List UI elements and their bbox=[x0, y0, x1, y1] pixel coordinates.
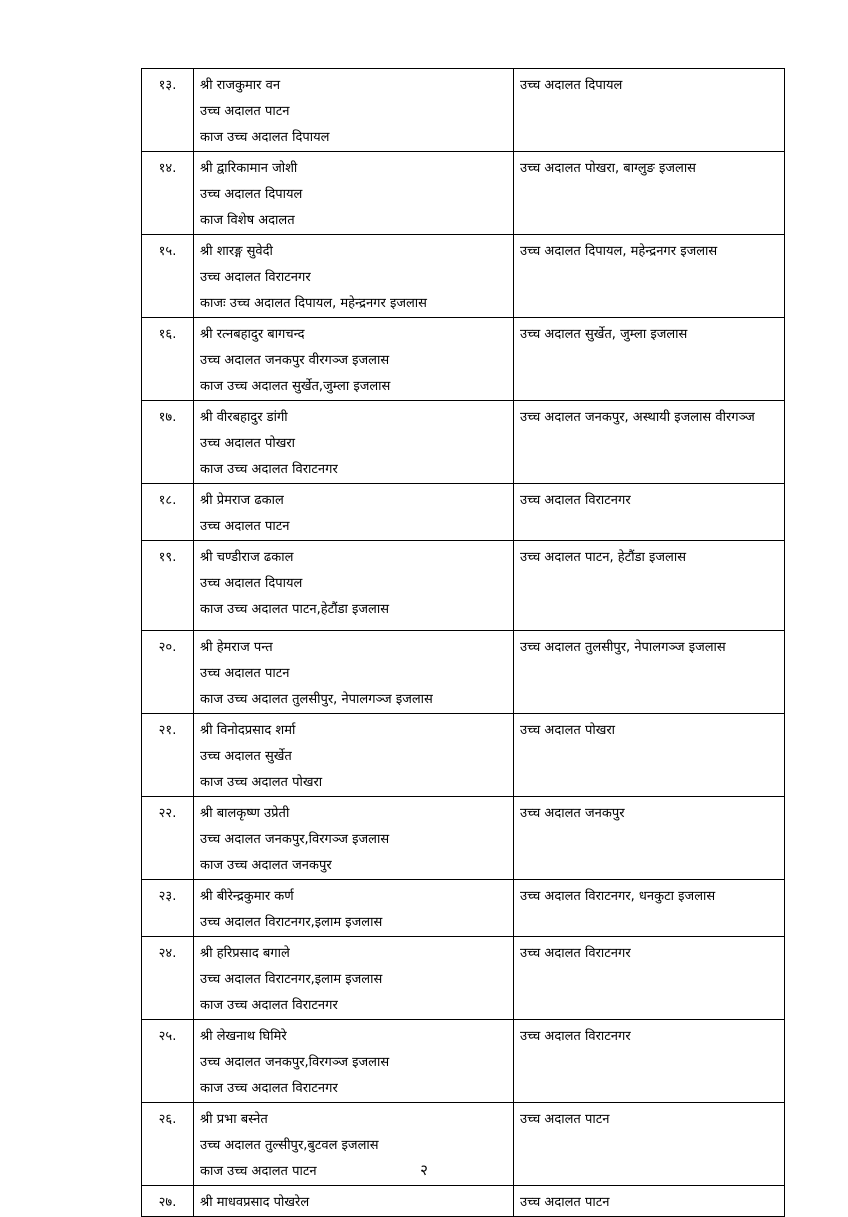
court-line: काज उच्च अदालत सुर्खेत,जुम्ला इजलास bbox=[200, 379, 391, 394]
name-cell bbox=[194, 631, 514, 714]
name-cell bbox=[194, 318, 514, 401]
table-row bbox=[142, 541, 785, 631]
name-cell bbox=[194, 714, 514, 797]
destination-text: उच्च अदालत विराटनगर bbox=[520, 946, 631, 961]
destination-cell bbox=[514, 318, 785, 401]
court-line: काज उच्च अदालत पाटन,हेटौंडा इजलास bbox=[200, 602, 390, 617]
court-line: उच्च अदालत तुल्सीपुर,बुटवल इजलास bbox=[200, 1138, 379, 1153]
serial-number-cell: २१. bbox=[142, 714, 194, 797]
person-name: श्री हेमराज पन्त bbox=[200, 640, 273, 655]
court-line: उच्च अदालत जनकपुर वीरगञ्ज इजलास bbox=[200, 353, 390, 368]
court-line: काज उच्च अदालत विराटनगर bbox=[200, 462, 338, 477]
table-row bbox=[142, 1186, 785, 1217]
table-row bbox=[142, 401, 785, 484]
serial-number-cell: २३. bbox=[142, 880, 194, 937]
serial-number-cell: १३. bbox=[142, 69, 194, 152]
serial-number-cell: २६. bbox=[142, 1103, 194, 1186]
destination-cell bbox=[514, 235, 785, 318]
name-cell bbox=[194, 1020, 514, 1103]
court-line: काज उच्च अदालत पोखरा bbox=[200, 775, 323, 790]
destination-cell bbox=[514, 880, 785, 937]
court-line: उच्च अदालत दिपायल bbox=[200, 576, 303, 591]
court-line: उच्च अदालत जनकपुर,विरगञ्ज इजलास bbox=[200, 1055, 390, 1070]
person-name: श्री प्रेमराज ढकाल bbox=[200, 493, 284, 508]
destination-text: उच्च अदालत विराटनगर bbox=[520, 1029, 631, 1044]
serial-number-cell: २४. bbox=[142, 937, 194, 1020]
person-name: श्री माधवप्रसाद पोखरेल bbox=[200, 1195, 310, 1210]
name-cell bbox=[194, 484, 514, 541]
court-line: काज विशेष अदालत bbox=[200, 213, 295, 228]
serial-number-cell: १५. bbox=[142, 235, 194, 318]
name-cell bbox=[194, 401, 514, 484]
court-line: काज उच्च अदालत विराटनगर bbox=[200, 998, 338, 1013]
person-name: श्री प्रभा बस्नेत bbox=[200, 1112, 268, 1127]
table-row bbox=[142, 880, 785, 937]
court-line: काज उच्च अदालत दिपायल bbox=[200, 130, 330, 145]
transfer-table bbox=[141, 68, 785, 1217]
court-line: उच्च अदालत पाटन bbox=[200, 519, 290, 534]
name-cell bbox=[194, 541, 514, 631]
destination-text: उच्च अदालत जनकपुर, अस्थायी इजलास वीरगञ्ज bbox=[520, 410, 755, 425]
name-cell bbox=[194, 797, 514, 880]
destination-text: उच्च अदालत पाटन, हेटौंडा इजलास bbox=[520, 550, 687, 565]
court-line: उच्च अदालत विराटनगर,इलाम इजलास bbox=[200, 972, 383, 987]
destination-text: उच्च अदालत तुलसीपुर, नेपालगञ्ज इजलास bbox=[520, 640, 726, 655]
destination-cell bbox=[514, 541, 785, 631]
person-name: श्री बालकृष्ण उप्रेती bbox=[200, 806, 290, 821]
person-name: श्री शारङ्ग सुवेदी bbox=[200, 244, 273, 259]
table-row bbox=[142, 1020, 785, 1103]
serial-number-cell: २७. bbox=[142, 1186, 194, 1217]
court-line: उच्च अदालत पाटन bbox=[200, 104, 290, 119]
serial-number-cell: १६. bbox=[142, 318, 194, 401]
table-row bbox=[142, 714, 785, 797]
destination-cell bbox=[514, 1186, 785, 1217]
destination-cell bbox=[514, 631, 785, 714]
person-name: श्री चण्डीराज ढकाल bbox=[200, 550, 294, 565]
name-cell bbox=[194, 69, 514, 152]
person-name: श्री विनोदप्रसाद शर्मा bbox=[200, 723, 296, 738]
destination-text: उच्च अदालत पाटन bbox=[520, 1112, 610, 1127]
destination-text: उच्च अदालत दिपायल bbox=[520, 78, 623, 93]
destination-cell bbox=[514, 401, 785, 484]
name-cell bbox=[194, 235, 514, 318]
name-cell bbox=[194, 152, 514, 235]
person-name: श्री लेखनाथ घिमिरे bbox=[200, 1029, 287, 1044]
destination-cell bbox=[514, 714, 785, 797]
serial-number-cell: २२. bbox=[142, 797, 194, 880]
table-row bbox=[142, 152, 785, 235]
destination-text: उच्च अदालत सुर्खेत, जुम्ला इजलास bbox=[520, 327, 688, 342]
person-name: श्री वीरबहादुर डांगी bbox=[200, 410, 288, 425]
person-name: श्री हरिप्रसाद बगाले bbox=[200, 946, 290, 961]
court-line: उच्च अदालत पोखरा bbox=[200, 436, 296, 451]
court-line: उच्च अदालत विराटनगर bbox=[200, 270, 311, 285]
table-row bbox=[142, 797, 785, 880]
destination-cell bbox=[514, 937, 785, 1020]
destination-text: उच्च अदालत विराटनगर, धनकुटा इजलास bbox=[520, 889, 716, 904]
court-line: काज उच्च अदालत विराटनगर bbox=[200, 1081, 338, 1096]
serial-number-cell: २५. bbox=[142, 1020, 194, 1103]
person-name: श्री रत्नबहादुर बागचन्द bbox=[200, 327, 305, 342]
page-number: २ bbox=[420, 1161, 428, 1179]
destination-text: उच्च अदालत पोखरा bbox=[520, 723, 616, 738]
table-row bbox=[142, 69, 785, 152]
destination-cell bbox=[514, 484, 785, 541]
name-cell bbox=[194, 1186, 514, 1217]
destination-text: उच्च अदालत दिपायल, महेन्द्रनगर इजलास bbox=[520, 244, 718, 259]
serial-number-cell: २०. bbox=[142, 631, 194, 714]
destination-cell bbox=[514, 69, 785, 152]
destination-text: उच्च अदालत जनकपुर bbox=[520, 806, 625, 821]
destination-text: उच्च अदालत पोखरा, बाग्लुङ इजलास bbox=[520, 161, 696, 176]
table-row bbox=[142, 318, 785, 401]
person-name: श्री द्वारिकामान जोशी bbox=[200, 161, 298, 176]
table-body bbox=[142, 69, 785, 1217]
destination-cell bbox=[514, 797, 785, 880]
court-line: उच्च अदालत जनकपुर,विरगञ्ज इजलास bbox=[200, 832, 390, 847]
court-line: काज उच्च अदालत जनकपुर bbox=[200, 858, 332, 873]
serial-number-cell: १७. bbox=[142, 401, 194, 484]
table-row bbox=[142, 631, 785, 714]
serial-number-cell: १८. bbox=[142, 484, 194, 541]
destination-cell bbox=[514, 1020, 785, 1103]
court-line: उच्च अदालत दिपायल bbox=[200, 187, 303, 202]
court-line: काजः उच्च अदालत दिपायल, महेन्द्रनगर इजलास bbox=[200, 296, 427, 311]
serial-number-cell: १९. bbox=[142, 541, 194, 631]
court-line: काज उच्च अदालत पाटन bbox=[200, 1164, 317, 1179]
table-row bbox=[142, 484, 785, 541]
court-line: उच्च अदालत पाटन bbox=[200, 666, 290, 681]
person-name: श्री बीरेन्द्रकुमार कर्ण bbox=[200, 889, 294, 904]
table-row bbox=[142, 937, 785, 1020]
court-line: उच्च अदालत विराटनगर,इलाम इजलास bbox=[200, 915, 383, 930]
court-line: काज उच्च अदालत तुलसीपुर, नेपालगञ्ज इजलास bbox=[200, 692, 433, 707]
serial-number-cell: १४. bbox=[142, 152, 194, 235]
name-cell bbox=[194, 880, 514, 937]
destination-text: उच्च अदालत पाटन bbox=[520, 1195, 610, 1210]
destination-cell bbox=[514, 152, 785, 235]
court-line: उच्च अदालत सुर्खेत bbox=[200, 749, 292, 764]
person-name: श्री राजकुमार वन bbox=[200, 78, 281, 93]
table-row bbox=[142, 235, 785, 318]
name-cell bbox=[194, 937, 514, 1020]
destination-text: उच्च अदालत विराटनगर bbox=[520, 493, 631, 508]
